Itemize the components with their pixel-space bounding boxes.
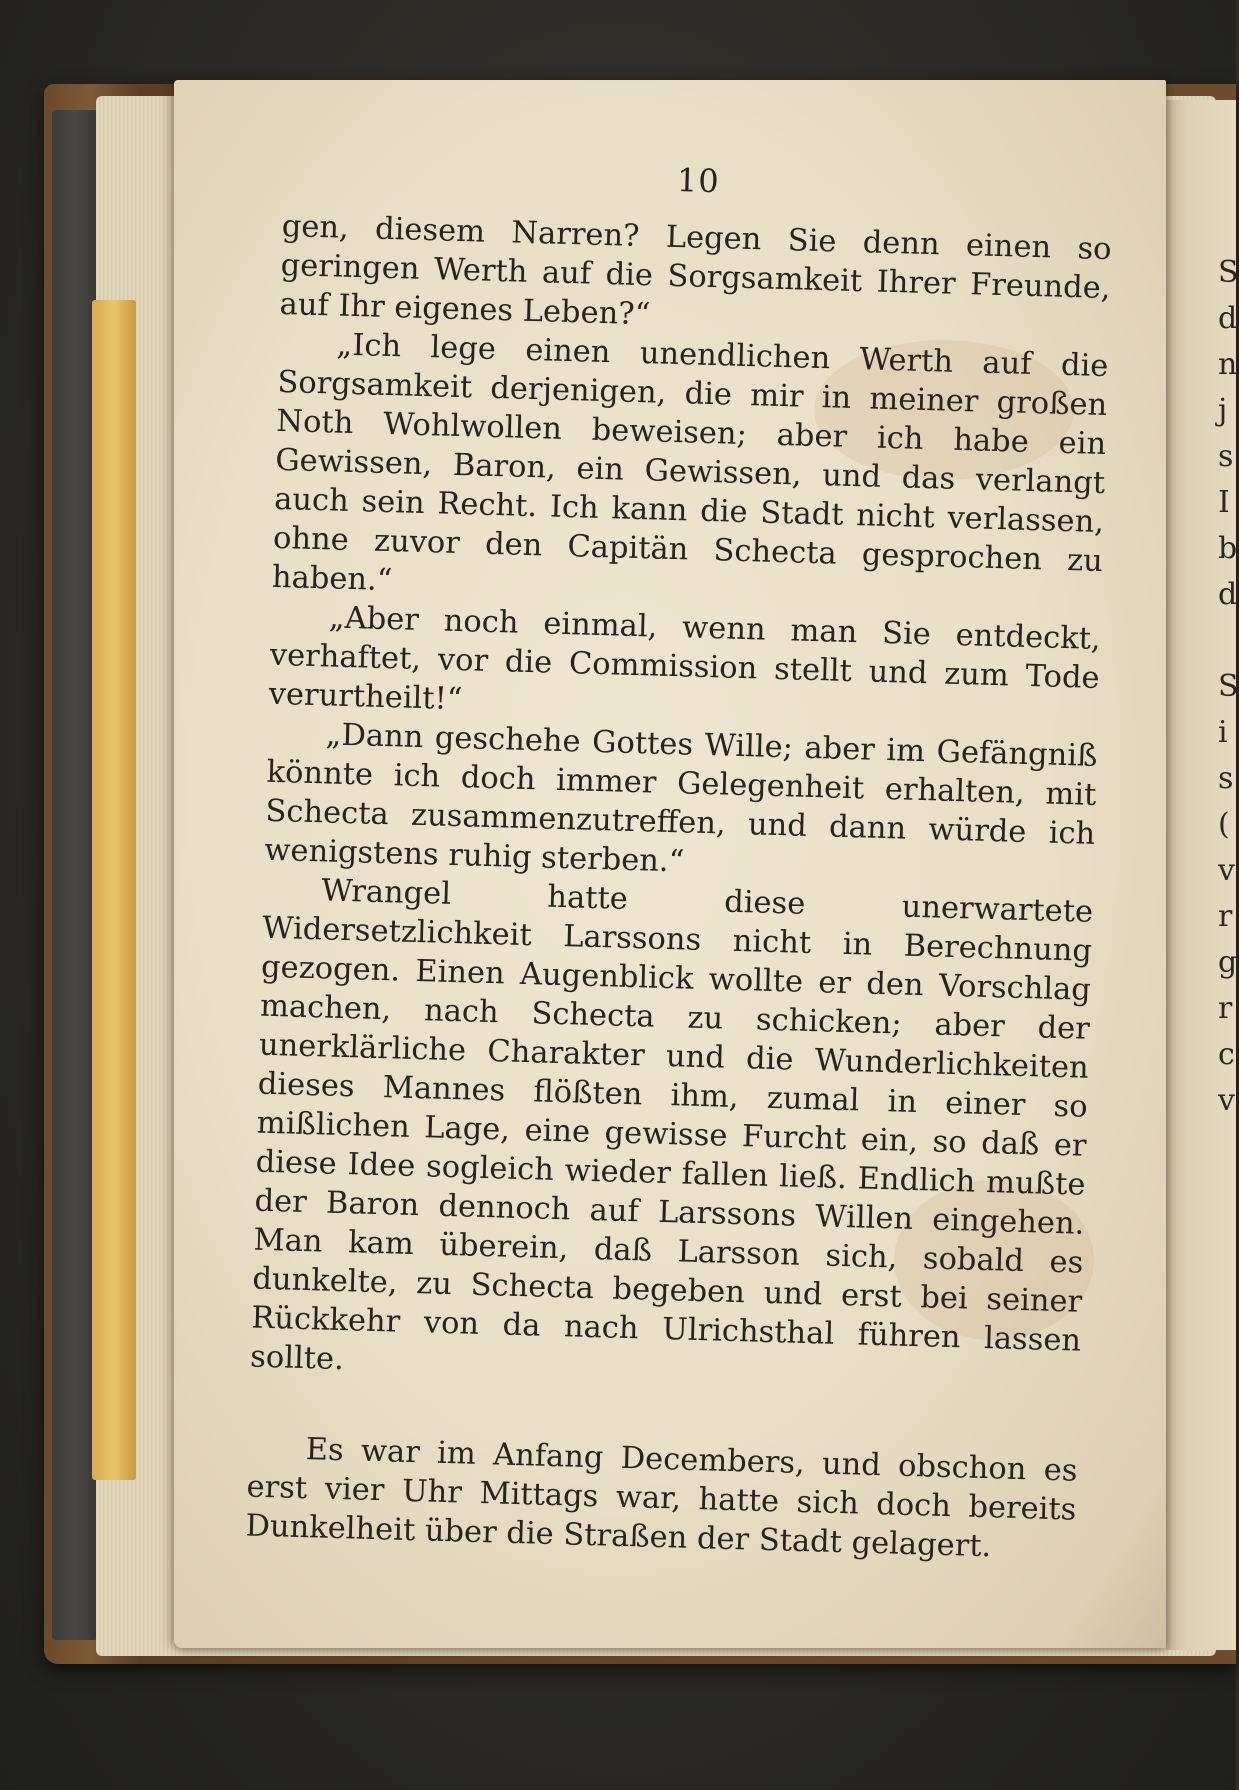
paragraph: „Dann geschehe Gottes Wille; aber im Gefängniß könnte ich doch immer Gelegenheit erhalten, mit Schecta zusammenzutreffen, und dann würde ich wenigstens ruhig sterben.“ <box>263 717 1098 880</box>
facing-page-glyph: g <box>1218 945 1238 980</box>
facing-page-glyph <box>1218 618 1236 664</box>
facing-page-glyph: s <box>1218 439 1234 474</box>
facing-page-text <box>1218 250 1239 1450</box>
facing-page-glyph: c <box>1218 1037 1235 1072</box>
paragraph: Wrangel hatte diese unerwartete Widersetzlichkeit Larssons nicht in Berechnung gezogen. Einen Augenblick wollte er den Vorschlag machen, nach Schecta zu schicken; aber der unerklärliche Charakter und die Wunderlichkeiten dieses Mannes flößten ihm, zumal in einer so mißlichen Lage, eine gewisse Furcht ein, so daß er diese Idee sogleich wieder fallen ließ. Endlich mußte der Baron dennoch auf Larssons Willen eingehen. Man kam überein, daß Larsson sich, sobald es dunkelte, zu Schecta begeben und erst bei seiner Rückkehr von da nach Ulrichsthal führen lassen sollte. <box>249 873 1094 1378</box>
page-edge-tab <box>92 300 136 1480</box>
facing-page-glyph: I <box>1218 485 1230 520</box>
paragraph: „Ich lege einen unendlichen Werth auf die Sorgsamkeit derjenigen, die mir in meiner großen Noth Wohlwollen beweisen; aber ich habe ein Gewissen, Baron, ein Gewissen, und das verlangt auch sein Recht. Ich kann die Stadt nicht verlassen, ohne zuvor den Capitän Schecta gesprochen zu haben.“ <box>271 327 1109 599</box>
facing-page-glyph: S <box>1218 669 1239 704</box>
facing-page-glyph: i <box>1218 715 1228 750</box>
facing-page-glyph: v <box>1218 853 1235 888</box>
facing-page-glyph: j <box>1218 393 1228 428</box>
facing-page-glyph: ( <box>1218 807 1230 842</box>
facing-page-glyph: S <box>1218 255 1239 290</box>
facing-page-glyph: d <box>1218 301 1238 336</box>
facing-page-glyph: d <box>1218 577 1238 612</box>
paragraph: Es war im Anfang Decembers, und obschon es erst vier Uhr Mittags war, hatte sich doch bereits Dunkelheit über die Straßen der Stadt gelagert. <box>245 1432 1078 1565</box>
facing-page-glyph: r <box>1218 899 1233 934</box>
facing-page-glyph: n <box>1218 347 1238 382</box>
page-text-block <box>245 150 1114 1569</box>
facing-page-glyph: v <box>1218 1083 1235 1118</box>
paragraph: gen, diesem Narren? Legen Sie denn einen so geringen Werth auf die Sorgsamkeit Ihrer Freunde, auf Ihr eigenes Leben?“ <box>279 208 1113 333</box>
facing-page-glyph: b <box>1218 531 1238 566</box>
facing-page-glyph: s <box>1218 761 1234 796</box>
paragraph: „Aber noch einmal, wenn man Sie entdeckt, verhaftet, vor die Commission stellt und zum Tode verurtheilt!“ <box>268 600 1102 718</box>
facing-page-glyph: r <box>1218 991 1233 1026</box>
page-number: 10 <box>676 160 721 201</box>
